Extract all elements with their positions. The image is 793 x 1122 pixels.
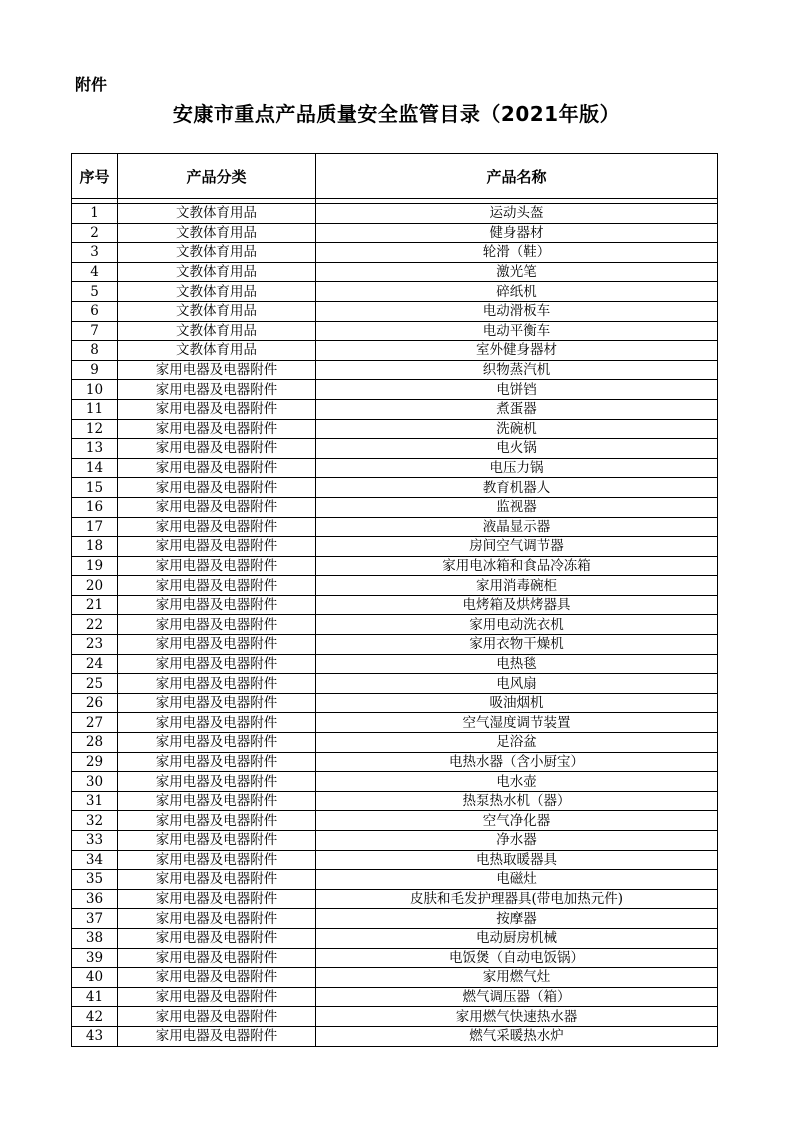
- cell-product-category: 家用电器及电器附件: [118, 615, 316, 635]
- cell-serial-number: 18: [72, 537, 118, 557]
- table-row: [72, 243, 718, 263]
- table-header-row: [72, 154, 718, 199]
- cell-product-category: 家用电器及电器附件: [118, 909, 316, 929]
- cell-product-name: 监视器: [316, 497, 718, 517]
- cell-serial-number: 20: [72, 576, 118, 596]
- cell-product-name: 净水器: [316, 831, 718, 851]
- cell-serial-number: 35: [72, 870, 118, 890]
- cell-product-name: 房间空气调节器: [316, 537, 718, 557]
- table-row: [72, 478, 718, 498]
- cell-product-name: 激光笔: [316, 262, 718, 282]
- table-row: [72, 517, 718, 537]
- cell-product-category: 家用电器及电器附件: [118, 478, 316, 498]
- table-row: [72, 341, 718, 361]
- table-row: [72, 204, 718, 224]
- cell-product-category: 家用电器及电器附件: [118, 693, 316, 713]
- cell-product-name: 热泵热水机（器）: [316, 791, 718, 811]
- cell-serial-number: 30: [72, 772, 118, 792]
- cell-serial-number: 36: [72, 889, 118, 909]
- cell-serial-number: 6: [72, 301, 118, 321]
- table-row: [72, 889, 718, 909]
- cell-product-name: 电饼铛: [316, 380, 718, 400]
- cell-product-name: 电热水器（含小厨宝）: [316, 752, 718, 772]
- cell-serial-number: 26: [72, 693, 118, 713]
- cell-serial-number: 19: [72, 556, 118, 576]
- table-row: [72, 811, 718, 831]
- table-row: [72, 1007, 718, 1027]
- table-body: [72, 204, 718, 1047]
- cell-product-name: 电烤箱及烘烤器具: [316, 595, 718, 615]
- cell-product-category: 家用电器及电器附件: [118, 870, 316, 890]
- cell-serial-number: 21: [72, 595, 118, 615]
- cell-product-name: 室外健身器材: [316, 341, 718, 361]
- table-row: [72, 1026, 718, 1046]
- cell-serial-number: 28: [72, 733, 118, 753]
- table-row: [72, 733, 718, 753]
- table-row: [72, 948, 718, 968]
- table-row: [72, 831, 718, 851]
- cell-serial-number: 2: [72, 223, 118, 243]
- cell-serial-number: 22: [72, 615, 118, 635]
- cell-product-name: 电风扇: [316, 674, 718, 694]
- cell-product-category: 家用电器及电器附件: [118, 537, 316, 557]
- cell-product-name: 电动平衡车: [316, 321, 718, 341]
- table-row: [72, 399, 718, 419]
- cell-product-category: 家用电器及电器附件: [118, 987, 316, 1007]
- table-row: [72, 282, 718, 302]
- cell-serial-number: 39: [72, 948, 118, 968]
- table-row: [72, 791, 718, 811]
- cell-product-name: 足浴盆: [316, 733, 718, 753]
- cell-serial-number: 34: [72, 850, 118, 870]
- cell-product-name: 家用衣物干燥机: [316, 635, 718, 655]
- cell-product-category: 家用电器及电器附件: [118, 889, 316, 909]
- cell-product-category: 文教体育用品: [118, 282, 316, 302]
- cell-serial-number: 7: [72, 321, 118, 341]
- cell-product-category: 家用电器及电器附件: [118, 497, 316, 517]
- cell-serial-number: 27: [72, 713, 118, 733]
- table-row: [72, 693, 718, 713]
- table-row: [72, 752, 718, 772]
- cell-product-category: 家用电器及电器附件: [118, 419, 316, 439]
- cell-product-name: 电饭煲（自动电饭锅）: [316, 948, 718, 968]
- table-row: [72, 615, 718, 635]
- cell-product-category: 家用电器及电器附件: [118, 948, 316, 968]
- cell-product-name: 家用燃气快速热水器: [316, 1007, 718, 1027]
- cell-serial-number: 1: [72, 204, 118, 224]
- cell-product-category: 家用电器及电器附件: [118, 811, 316, 831]
- table-row: [72, 458, 718, 478]
- table-row: [72, 674, 718, 694]
- cell-serial-number: 31: [72, 791, 118, 811]
- table-row: [72, 713, 718, 733]
- table-row: [72, 497, 718, 517]
- cell-serial-number: 4: [72, 262, 118, 282]
- cell-serial-number: 12: [72, 419, 118, 439]
- cell-product-category: 家用电器及电器附件: [118, 595, 316, 615]
- cell-product-category: 家用电器及电器附件: [118, 458, 316, 478]
- table-row: [72, 360, 718, 380]
- cell-product-name: 电压力锅: [316, 458, 718, 478]
- cell-product-name: 液晶显示器: [316, 517, 718, 537]
- cell-serial-number: 32: [72, 811, 118, 831]
- table-row: [72, 987, 718, 1007]
- cell-product-category: 家用电器及电器附件: [118, 399, 316, 419]
- cell-serial-number: 23: [72, 635, 118, 655]
- cell-product-name: 空气净化器: [316, 811, 718, 831]
- cell-product-category: 家用电器及电器附件: [118, 772, 316, 792]
- cell-serial-number: 3: [72, 243, 118, 263]
- cell-product-category: 家用电器及电器附件: [118, 1026, 316, 1046]
- table-row: [72, 537, 718, 557]
- cell-product-name: 燃气调压器（箱）: [316, 987, 718, 1007]
- table-row: [72, 556, 718, 576]
- cell-product-name: 教育机器人: [316, 478, 718, 498]
- cell-product-name: 家用消毒碗柜: [316, 576, 718, 596]
- cell-serial-number: 8: [72, 341, 118, 361]
- cell-product-category: 家用电器及电器附件: [118, 439, 316, 459]
- cell-product-category: 文教体育用品: [118, 341, 316, 361]
- cell-serial-number: 16: [72, 497, 118, 517]
- cell-product-name: 家用电冰箱和食品冷冻箱: [316, 556, 718, 576]
- cell-product-category: 家用电器及电器附件: [118, 850, 316, 870]
- cell-serial-number: 14: [72, 458, 118, 478]
- cell-product-category: 文教体育用品: [118, 262, 316, 282]
- table-row: [72, 850, 718, 870]
- cell-product-category: 家用电器及电器附件: [118, 752, 316, 772]
- cell-product-name: 皮肤和毛发护理器具(带电加热元件): [316, 889, 718, 909]
- cell-serial-number: 25: [72, 674, 118, 694]
- cell-serial-number: 9: [72, 360, 118, 380]
- cell-serial-number: 13: [72, 439, 118, 459]
- cell-serial-number: 38: [72, 928, 118, 948]
- cell-serial-number: 41: [72, 987, 118, 1007]
- table-row: [72, 262, 718, 282]
- table-row: [72, 635, 718, 655]
- cell-product-category: 文教体育用品: [118, 301, 316, 321]
- cell-serial-number: 10: [72, 380, 118, 400]
- cell-product-name: 燃气采暖热水炉: [316, 1026, 718, 1046]
- cell-product-name: 电热毯: [316, 654, 718, 674]
- table-row: [72, 654, 718, 674]
- cell-serial-number: 42: [72, 1007, 118, 1027]
- table-row: [72, 968, 718, 988]
- cell-product-name: 家用电动洗衣机: [316, 615, 718, 635]
- cell-serial-number: 15: [72, 478, 118, 498]
- cell-product-category: 家用电器及电器附件: [118, 517, 316, 537]
- cell-product-category: 家用电器及电器附件: [118, 654, 316, 674]
- cell-product-name: 电水壶: [316, 772, 718, 792]
- cell-product-name: 电动滑板车: [316, 301, 718, 321]
- table-row: [72, 595, 718, 615]
- cell-product-name: 家用燃气灶: [316, 968, 718, 988]
- cell-serial-number: 37: [72, 909, 118, 929]
- cell-serial-number: 43: [72, 1026, 118, 1046]
- table-row: [72, 419, 718, 439]
- cell-product-name: 电热取暖器具: [316, 850, 718, 870]
- cell-product-category: 家用电器及电器附件: [118, 635, 316, 655]
- cell-product-name: 碎纸机: [316, 282, 718, 302]
- cell-product-category: 家用电器及电器附件: [118, 380, 316, 400]
- cell-product-name: 洗碗机: [316, 419, 718, 439]
- table-row: [72, 928, 718, 948]
- cell-product-category: 家用电器及电器附件: [118, 576, 316, 596]
- document-title: 安康市重点产品质量安全监管目录（2021年版）: [172, 102, 621, 126]
- cell-serial-number: 5: [72, 282, 118, 302]
- cell-product-category: 家用电器及电器附件: [118, 831, 316, 851]
- cell-product-name: 空气湿度调节装置: [316, 713, 718, 733]
- table-row: [72, 772, 718, 792]
- cell-product-category: 家用电器及电器附件: [118, 556, 316, 576]
- cell-product-category: 家用电器及电器附件: [118, 733, 316, 753]
- cell-product-name: 吸油烟机: [316, 693, 718, 713]
- table-row: [72, 321, 718, 341]
- cell-serial-number: 33: [72, 831, 118, 851]
- cell-product-name: 运动头盔: [316, 204, 718, 224]
- cell-product-category: 家用电器及电器附件: [118, 674, 316, 694]
- table-row: [72, 909, 718, 929]
- table-row: [72, 380, 718, 400]
- table-row: [72, 223, 718, 243]
- cell-product-category: 家用电器及电器附件: [118, 713, 316, 733]
- header-serial-number: 序号: [72, 154, 118, 199]
- cell-product-name: 电动厨房机械: [316, 928, 718, 948]
- table-row: [72, 301, 718, 321]
- header-product-category: 产品分类: [118, 154, 316, 199]
- cell-serial-number: 40: [72, 968, 118, 988]
- cell-product-category: 家用电器及电器附件: [118, 791, 316, 811]
- cell-product-name: 煮蛋器: [316, 399, 718, 419]
- cell-serial-number: 11: [72, 399, 118, 419]
- cell-product-name: 电磁灶: [316, 870, 718, 890]
- cell-product-name: 健身器材: [316, 223, 718, 243]
- table-row: [72, 439, 718, 459]
- cell-product-category: 家用电器及电器附件: [118, 1007, 316, 1027]
- cell-product-name: 按摩器: [316, 909, 718, 929]
- cell-serial-number: 24: [72, 654, 118, 674]
- cell-product-category: 文教体育用品: [118, 321, 316, 341]
- cell-product-name: 织物蒸汽机: [316, 360, 718, 380]
- cell-product-name: 电火锅: [316, 439, 718, 459]
- cell-product-category: 家用电器及电器附件: [118, 360, 316, 380]
- cell-product-category: 家用电器及电器附件: [118, 968, 316, 988]
- cell-serial-number: 29: [72, 752, 118, 772]
- cell-serial-number: 17: [72, 517, 118, 537]
- product-catalog-table: [71, 153, 718, 1047]
- table-row: [72, 870, 718, 890]
- cell-product-category: 文教体育用品: [118, 243, 316, 263]
- cell-product-category: 文教体育用品: [118, 223, 316, 243]
- cell-product-name: 轮滑（鞋）: [316, 243, 718, 263]
- cell-product-category: 文教体育用品: [118, 204, 316, 224]
- attachment-label: 附件: [75, 75, 108, 94]
- header-product-name: 产品名称: [316, 154, 718, 199]
- table-row: [72, 576, 718, 596]
- cell-product-category: 家用电器及电器附件: [118, 928, 316, 948]
